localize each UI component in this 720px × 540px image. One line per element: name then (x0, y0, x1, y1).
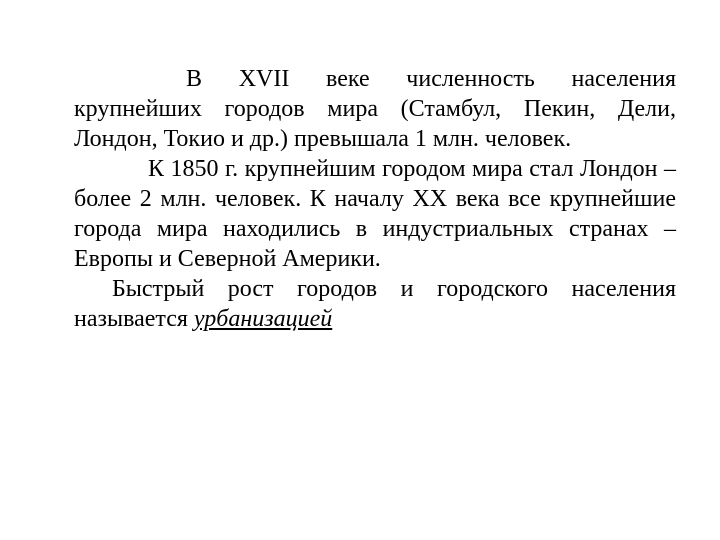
slide-text (74, 64, 676, 334)
paragraph-urbanization-definition (74, 274, 676, 334)
paragraph-xvii-century: В XVII веке численность населения крупнейших городов мира (Стамбул, Пекин, Дели, Лондон, Токио и др.) превышала 1 млн. человек. (74, 66, 676, 152)
urbanization-term: урбанизацией (193, 306, 333, 332)
urbanization-sentence: Быстрый рост городов и городского населения называется (74, 276, 676, 332)
paragraph-1850-london: К 1850 г. крупнейшим городом мира стал Лондон – более 2 млн. человек. К началу XX века все крупнейшие города мира находились в индустриальных странах – Европы и Северной Америки. (74, 156, 676, 272)
